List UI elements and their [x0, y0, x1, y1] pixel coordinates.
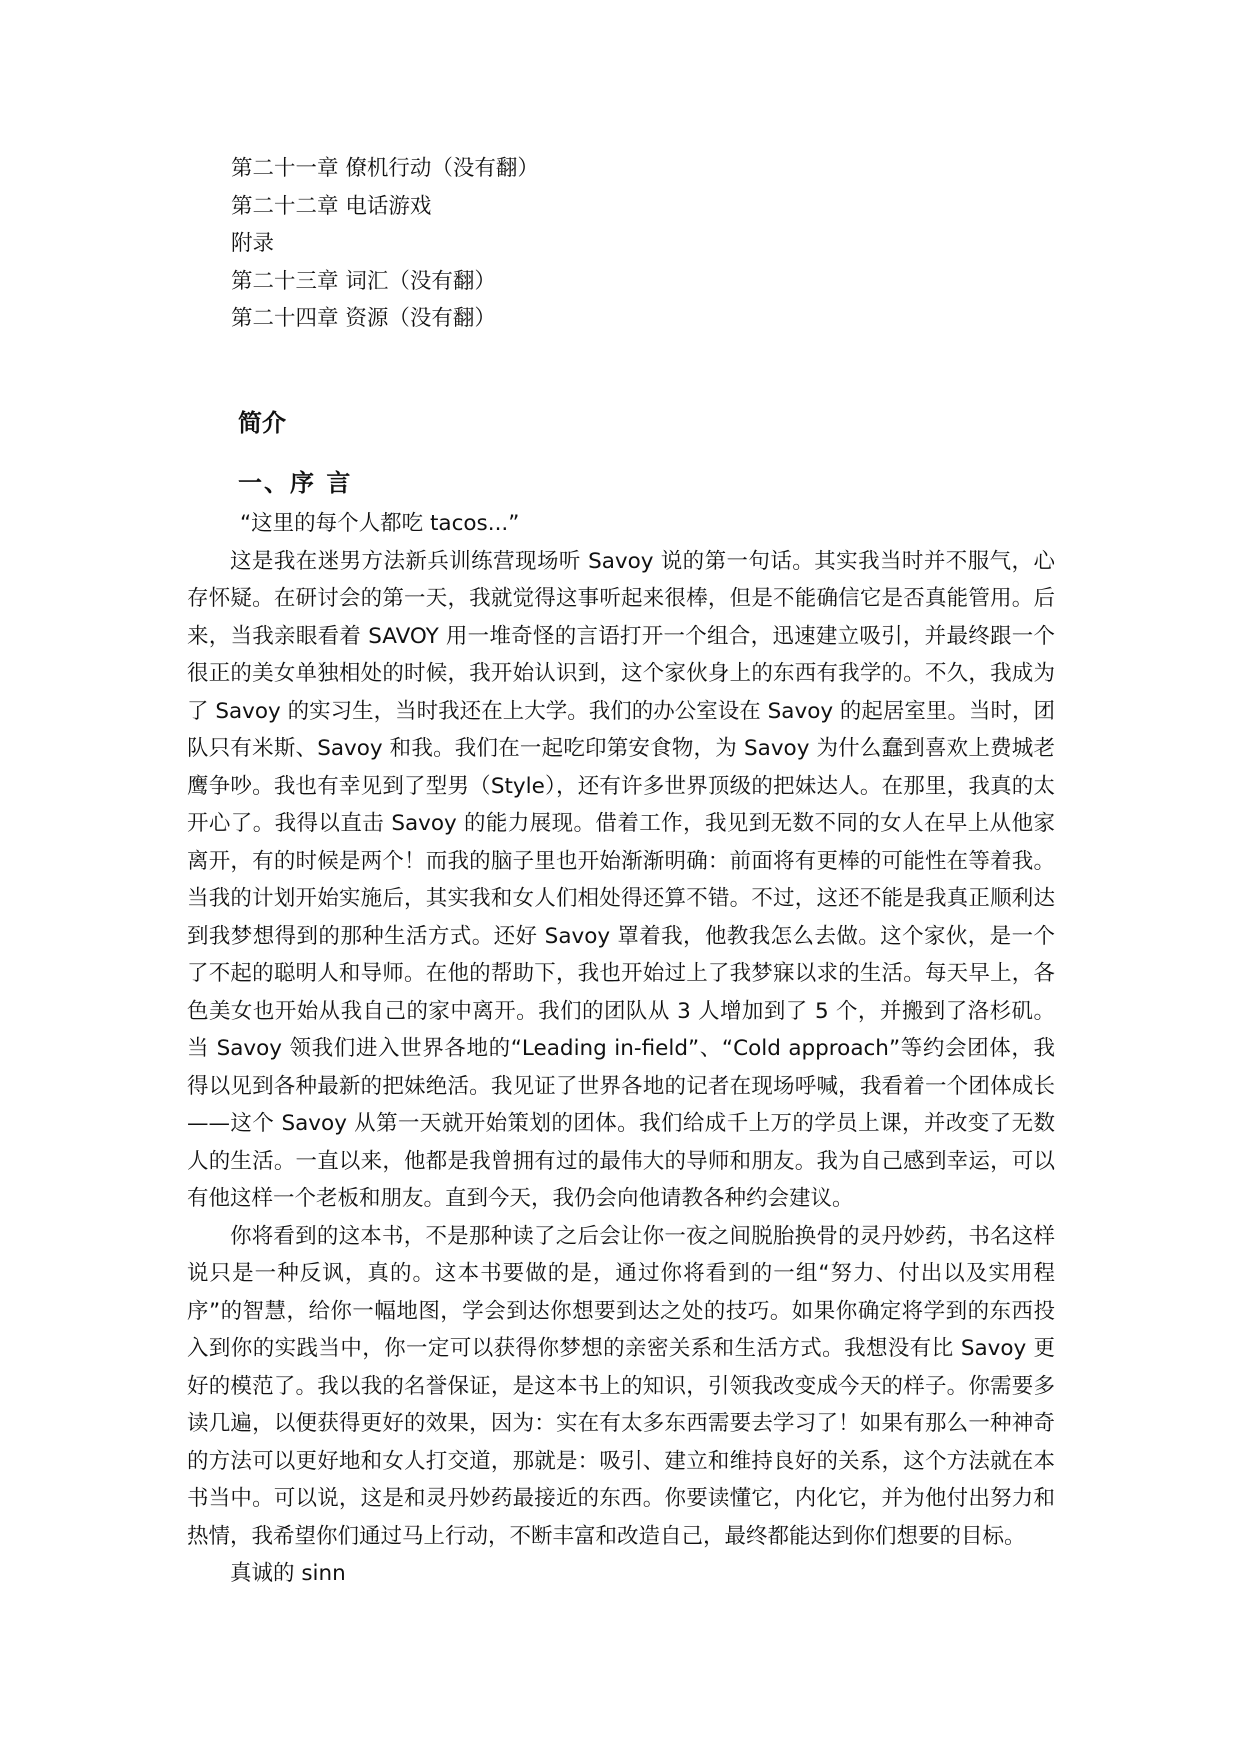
toc-item-chapter-24: 第二十四章 资源（没有翻） — [231, 306, 496, 331]
paragraph-1: 这是我在迷男方法新兵训练营现场听 Savoy 说的第一句话。其实我当时并不服气，心存怀疑。在研讨会的第一天，我就觉得这事听起来很棒，但是不能确信它是否真能管用。后来，当我亲眼看着 SAVOY 用一堆奇怪的言语打开一个组合，迅速建立吸引，并最终跟一个很正的美女单独相处的时候，我开始认识到，这个家伙身上的东西有我学的。不久，我成为了 Savoy 的实习生，当时我还在上大学。我们的办公室设在 Savoy 的起居室里。当时，团队只有米斯、Savoy 和我。我们在一起吃印第安食物，为 Savoy 为什么蠢到喜欢上费城老鹰争吵。我也有幸见到了型男（Style），还有许多世界顶级的把妹达人。在那里，我真的太开心了。我得以直击 Savoy 的能力展现。借着工作，我见到无数不同的女人在早上从他家离开，有的时候是两个！而我的脑子里也开始渐渐明确：前面将有更棒的可能性在等着我。当我的计划开始实施后，其实我和女人们相处得还算不错。不过，这还不能是我真正顺利达到我梦想得到的那种生活方式。还好 Savoy 罩着我，他教我怎么去做。这个家伙，是一个了不起的聪明人和导师。在他的帮助下，我也开始过上了我梦寐以求的生活。每天早上，各色美女也开始从我自己的家中离开。我们的团队从 3 人增加到了 5 个，并搬到了洛杉矶。当 Savoy 领我们进入世界各地的“Leading in-field”、“Cold approach”等约会团体，我得以见到各种最新的把妹绝活。我见证了世界各地的记者在现场呼喊，我看着一个团体成长——这个 Savoy 从第一天就开始策划的团体。我们给成千上万的学员上课，并改变了无数人的生活。一直以来，他都是我曾拥有过的最伟大的导师和朋友。我为自己感到幸运，可以有他这样一个老板和朋友。直到今天，我仍会向他请教各种约会建议。 — [187, 548, 1055, 1211]
toc-item-chapter-23: 第二十三章 词汇（没有翻） — [231, 268, 496, 294]
table-of-contents — [231, 150, 931, 338]
preface-body — [187, 505, 1055, 1593]
toc-item-chapter-22: 第二十二章 电话游戏 — [231, 193, 432, 219]
toc-item-appendix: 附录 — [231, 231, 275, 256]
signature: 真诚的 sinn — [230, 1561, 346, 1586]
opening-quote: “这里的每个人都吃 tacos...” — [240, 511, 520, 536]
section-subtitle: 一、序 言 — [238, 469, 353, 497]
paragraph-2: 你将看到的这本书，不是那种读了之后会让你一夜之间脱胎换骨的灵丹妙药，书名这样说只是一种反讽，真的。这本书要做的是，通过你将看到的一组“努力、付出以及实用程序”的智慧，给你一幅地图，学会到达你想要到达之处的技巧。如果你确定将学到的东西投入到你的实践当中，你一定可以获得你梦想的亲密关系和生活方式。我想没有比 Savoy 更好的模范了。我以我的名誉保证，是这本书上的知识，引领我改变成今天的样子。你需要多读几遍，以便获得更好的效果，因为：实在有太多东西需要去学习了！如果有那么一种神奇的方法可以更好地和女人打交道，那就是：吸引、建立和维持良好的关系，这个方法就在本书当中。可以说，这是和灵丹妙药最接近的东西。你要读懂它，内化它，并为他付出努力和热情，我希望你们通过马上行动，不断丰富和改造自己，最终都能达到你们想要的目标。 — [187, 1223, 1055, 1549]
section-title: 简介 — [238, 409, 286, 437]
toc-item-chapter-21: 第二十一章 僚机行动（没有翻） — [231, 156, 539, 181]
